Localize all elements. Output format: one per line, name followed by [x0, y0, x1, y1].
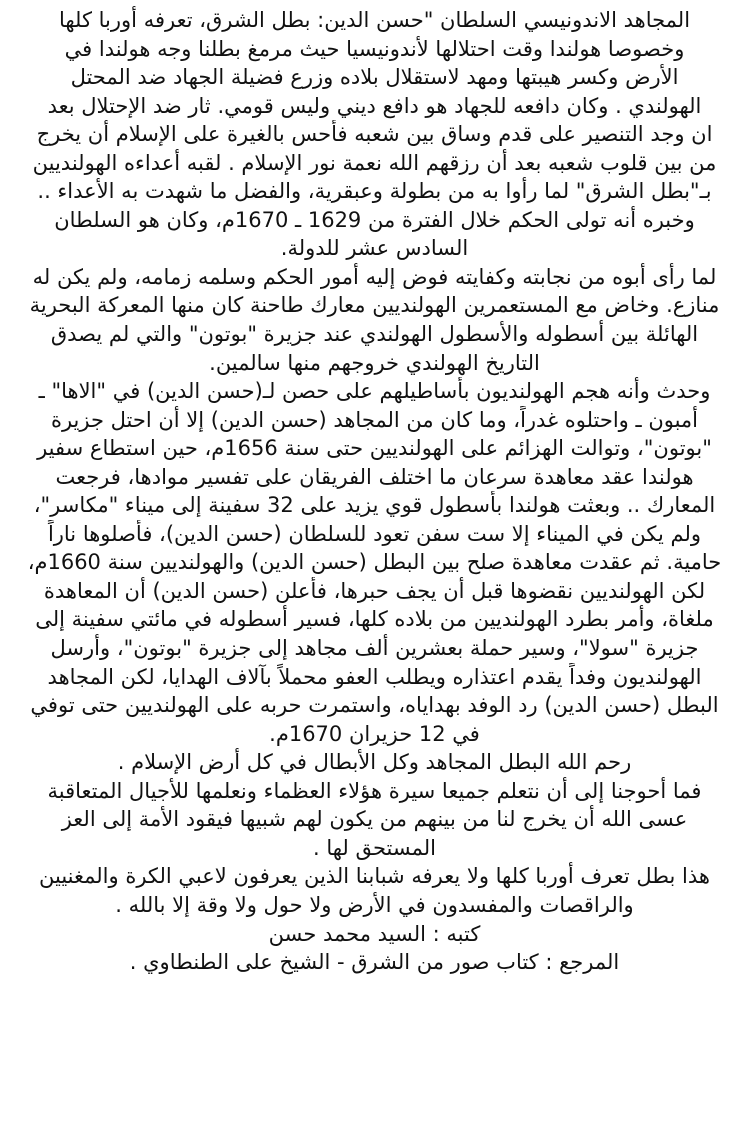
text-line: لما رأى أبوه من نجابته وكفايته فوض إليه أمور الحكم وسلمه زمامه، ولم يكن له [32, 264, 717, 289]
paragraph-prayer [14, 748, 735, 777]
text-line: وخبره أنه تولى الحكم خلال الفترة من 1629 ـ 1670م، وكان هو السلطان [54, 207, 695, 232]
text-line: أمبون ـ واحتلوه غدراً، وما كان من المجاهد (حسن الدين) إلا أن احتل جزيرة [50, 407, 699, 432]
paragraph-intro [14, 6, 735, 263]
text-line: كتبه : السيد محمد حسن [268, 921, 481, 946]
text-line: المجاهد الاندونيسي السلطان "حسن الدين: بطل الشرق، تعرفه أوربا كلها [58, 8, 691, 32]
text-line: وخصوصا هولندا وقت احتلالها لأندونيسيا حيث مرمغ بطلنا وجه هولندا في [64, 36, 685, 61]
text-line: الأرض وكسر هيبتها ومهد لاستقلال بلاده وزرع فضيلة الجهاد ضد المحتل [70, 65, 679, 90]
text-line: من بين قلوب شعبه بعد أن رزقهم الله نعمة نور الإسلام . لقبه أعداءه الهولنديين [32, 150, 717, 175]
text-line: ان وجد التنصير على قدم وساق بين شعبه فأحس بالغيرة على الإسلام أن يخرج [36, 122, 713, 147]
text-line: وحدث وأنه هجم الهولنديون بأساطيلهم على حصن لـ(حسن الدين) في "الاها" ـ [38, 379, 711, 404]
text-line: ولم يكن في الميناء إلا ست سفن تعود للسلطان (حسن الدين)، فأصلوها ناراً [47, 521, 702, 546]
text-line: هولندا عقد معاهدة سرعان ما اختلف الفريقان على تفسير موادها، فرجعت [55, 464, 694, 489]
text-line: جزيرة "سولا"، وسير حملة بعشرين ألف مجاهد إلى جزيرة "بوتون"، وأرسل [50, 636, 699, 661]
text-line: عسى الله أن يخرج لنا من بينهم من يكون لهم شبيها فيقود الأمة إلى العز [61, 807, 688, 832]
text-line: السادس عشر للدولة. [280, 236, 469, 261]
text-line: والراقصات والمفسدون في الأرض ولا حول ولا وقة إلا بالله . [115, 892, 634, 917]
text-line: الهائلة بين أسطوله والأسطول الهولندي عند جزيرة "بوتون" والتي لم يصدق [50, 322, 699, 347]
author-line [14, 920, 735, 949]
reference-line [14, 948, 735, 977]
paragraph-battles [14, 377, 735, 748]
text-line: البطل (حسن الدين) رد الوفد بهداياه، واستمرت حربه على الهولنديين حتى توفي [30, 693, 719, 718]
text-line: لكن الهولنديين نقضوها قبل أن يجف حبرها، فأعلن (حسن الدين) أن المعاهدة [43, 578, 706, 603]
text-line: فما أحوجنا إلى أن نتعلم جميعا سيرة هؤلاء العظماء ونعلمها للأجيال المتعاقبة [47, 778, 702, 803]
text-line: الهولنديون وفداً يقدم اعتذاره ويطلب العفو محملاً بآلاف الهدايا، لكن المجاهد [47, 664, 702, 689]
text-line: المرجع : كتاب صور من الشرق - الشيخ على الطنطاوي . [129, 950, 620, 975]
paragraph-reign [14, 263, 735, 377]
text-line: رحم الله البطل المجاهد وكل الأبطال في كل أرض الإسلام . [117, 750, 632, 775]
text-line: المعارك .. وبعثت هولندا بأسطول قوي يزيد على 32 سفينة إلى ميناء "مكاسر"، [33, 493, 716, 518]
text-line: حامية. ثم عقدت معاهدة صلح بين البطل (حسن الدين) والهولنديين سنة 1660م، [27, 550, 722, 575]
text-line: ملغاة، وأمر بطرد الهولنديين من بلاده كلها، فسير أسطوله في مائتي سفينة إلى [35, 607, 714, 632]
text-line: الهولندي . وكان دافعه للجهاد هو دافع ديني وليس قومي. ثار ضد الإحتلال بعد [47, 93, 702, 118]
text-line: منازع. وخاض مع المستعمرين الهولنديين معارك طاحنة كان منها المعركة البحرية [29, 293, 720, 318]
text-line: التاريخ الهولندي خروجهم منها سالمين. [209, 350, 540, 375]
text-line: "بوتون"، وتوالت الهزائم على الهولنديين حتى سنة 1656م، حين استطاع سفير [37, 436, 712, 461]
text-line: بـ"بطل الشرق" لما رأوا به من بطولة وعبقرية، والفضل ما شهدت به الأعداء .. [37, 179, 712, 204]
text-line: هذا بطل تعرف أوربا كلها ولا يعرفه شبابنا الذين يعرفون لاعبي الكرة والمغنيين [39, 864, 710, 889]
text-line: المستحق لها . [312, 835, 437, 860]
paragraph-closing [14, 862, 735, 919]
text-line: في 12 حزيران 1670م. [269, 721, 480, 746]
paragraph-lesson [14, 777, 735, 863]
